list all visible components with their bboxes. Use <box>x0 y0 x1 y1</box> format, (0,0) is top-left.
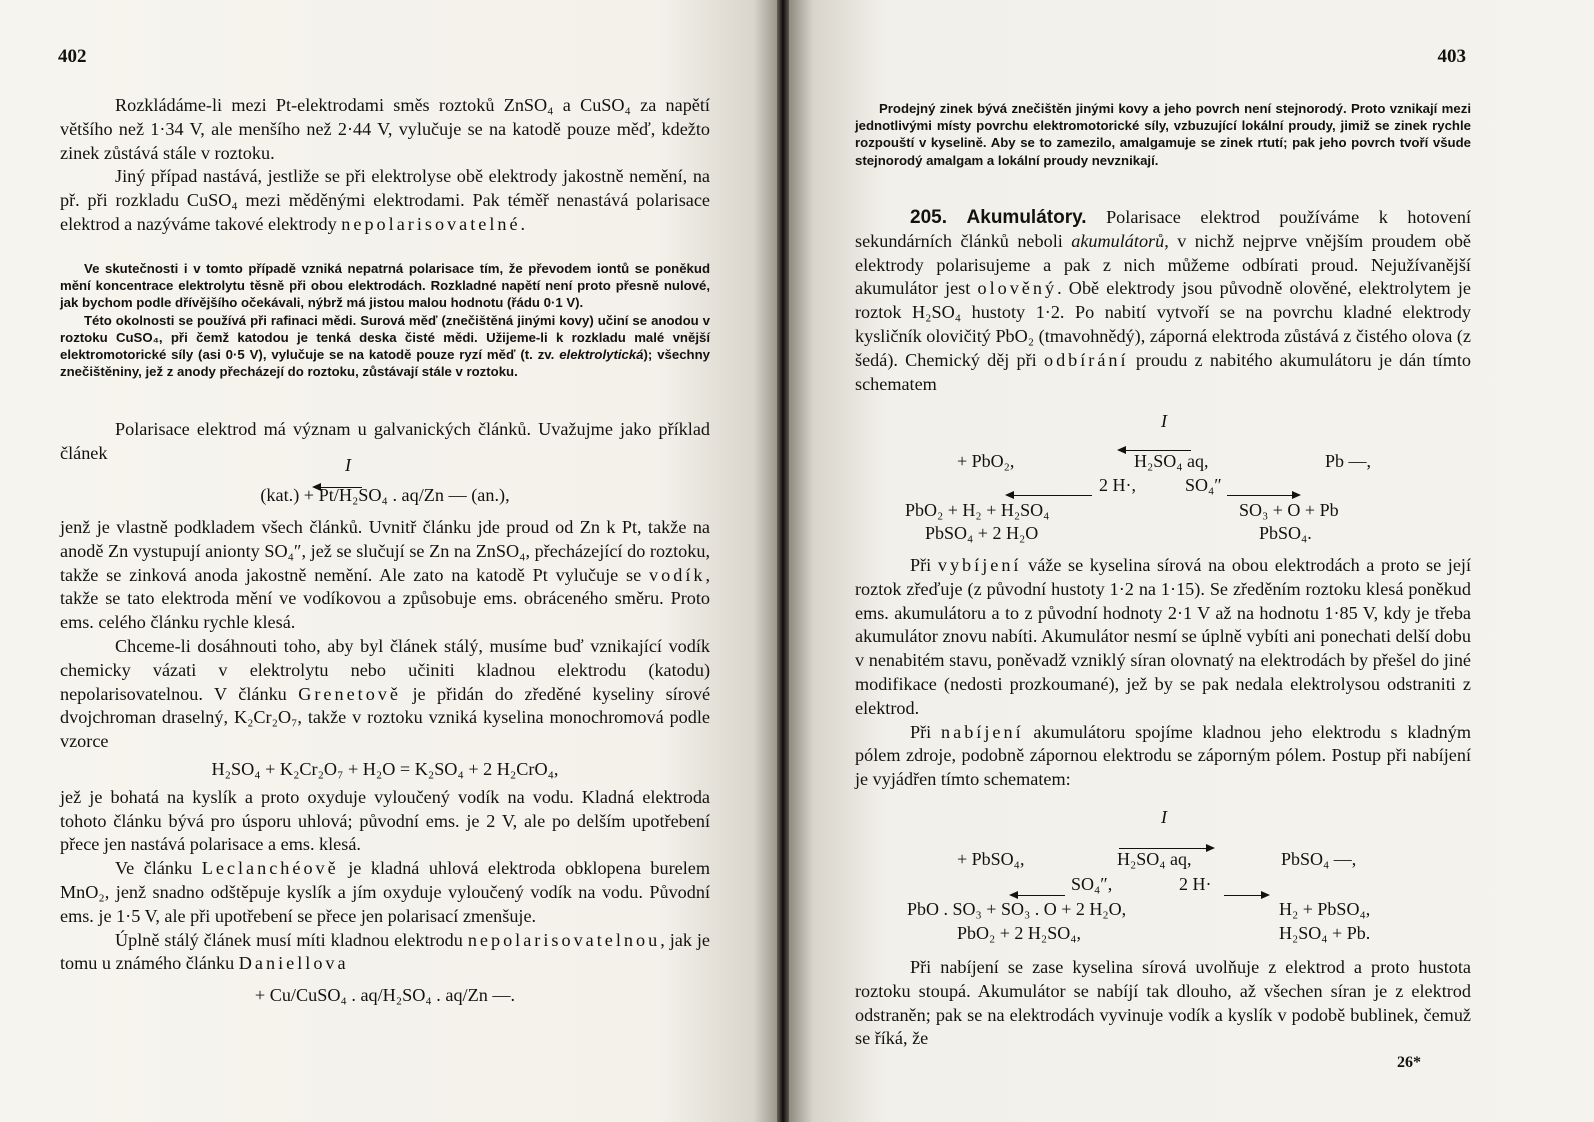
scheme-cell: H₂SO₄ aq, <box>1117 849 1192 869</box>
scheme-cell: PbSO₄ —, <box>1281 849 1357 869</box>
scheme-cell: + PbO₂, <box>957 451 1015 471</box>
scheme-cell: SO₃ + O + Pb <box>1239 500 1339 520</box>
paragraph: 205. Akumulátory. Polarisace elektrod používáme k hotovení sekundárních článků neboli akumulátorů, v nichž nejprve vnějším proudem obě elektrody polarisujeme a pak z nich můžeme odbírati proud. Nejužívanější akumulátor jest olověný. Obě elektrody jsou původně olověné, elektrolytem je roztok H₂SO₄ hustoty 1·2. Po nabití vytvoří se na povrchu kladné elektrody kysličník olovičitý PbO₂ (tmavohnědý), záporná elektroda zůstává z čistého olova (z šedá). Chemický děj při odbírání proudu z nabitého akumulátoru je dán tímto schematem <box>855 207 1472 394</box>
equation-chromate: H₂SO₄ + K₂Cr₂O₇ + H₂O = K₂SO₄ + 2 H₂CrO₄, <box>211 758 559 779</box>
paragraph: Jiný případ nastává, jestliže se při elektrolyse obě elektrody jakostně nemění, na př. při rozkladu CuSO₄ mezi měděnými elektrodami. Pak téměř nenastává polarisace elektrod a nazýváme takové elektrody nepolarisovatelné. <box>60 166 710 234</box>
scheme-cell: PbO . SO₃ + SO₃ . O + 2 H₂O, <box>907 899 1127 919</box>
scheme-arrow-right <box>1224 883 1268 905</box>
scheme-cell: Pb —, <box>1325 451 1372 471</box>
paragraph: Rozkládáme-li mezi Pt-elektrodami směs roztoků ZnSO₄ a CuSO₄ za napětí většího než 1·34 V, ale menšího než 2·44 V, vylučuje se na katodě pouze měď, kdežto zinek zůstává stále v roztoku. <box>60 95 710 163</box>
paragraph: jenž je vlastně podkladem všech článků. Uvnitř článku jde proud od Zn k Pt, takže na anodě Zn vystupují anionty SO₄″, jež se slučují se Zn na ZnSO₄, přecházející do roztoku, takže se zinková anoda jakostně nemění. Ale zato na katodě Pt vylučuje se vodík, takže se tato elektroda mění ve vodíkovou a způsobuje ems. obráceného směru. Proto ems. celého článku rychle klesá. <box>60 517 711 633</box>
scheme-cell: H₂ + PbSO₄, <box>1279 899 1371 919</box>
page-number-right: 403 <box>1437 46 1466 67</box>
scheme-current-label: I <box>1161 411 1167 431</box>
scheme-cell: PbO₂ + H₂ + H₂SO₄ <box>905 500 1050 520</box>
paragraph: Úplně stálý článek musí míti kladnou elektrodu nepolarisovatelnou, jak je tomu u známého článku Daniellova <box>60 929 710 974</box>
section-heading: 205. Akumulátory. <box>910 207 1087 228</box>
scheme-cell: H₂SO₄ aq, <box>1134 451 1209 471</box>
scheme-cell: 2 H· <box>1179 874 1212 894</box>
right-text-bottom <box>855 956 1471 1051</box>
scheme-cell: + PbSO₄, <box>957 849 1025 869</box>
left-text-top <box>60 94 710 237</box>
page-left <box>0 0 777 1122</box>
scheme-cell: PbO₂ + 2 H₂SO₄, <box>957 923 1081 943</box>
scheme-cell: PbSO₄ + 2 H₂O <box>925 523 1039 543</box>
paragraph: jež je bohatá na kyslík a proto oxyduje vyloučený vodík na vodu. Kladná elektroda tohoto článku bývá pro úsporu uhlová; původní ems. je 2 V, ale po delším upotřebení přece jen nastává polarisace a ems. klesá. <box>60 786 710 855</box>
equation-cell: (kat.) + Pt/H₂SO₄ . aq/Zn — (an.), <box>260 485 510 505</box>
signature-mark: 26* <box>1397 1054 1421 1071</box>
paragraph: Chceme-li dosáhnouti toho, aby byl článek stálý, musíme buď vznikající vodík chemicky vázati v elektrolytu nebo učiniti kladnou elektrodu (katodu) nepolarisovatelnou. V článku Grenetově je přidán do zředěné kyseliny sírové dvojchroman draselný, K₂Cr₂O₇, takže v roztoku vzniká kyselina monochromová podle vzorce <box>60 635 711 752</box>
paragraph: Ve článku Leclanchéově je kladná uhlová elektroda obklopena burelem MnO₂, jenž snadno odštěpuje kyslík a jím oxyduje vyloučený vodík na vodu. Původní ems. je 1·5 V, ale při upotřebení se přece jen polarisací zmenšuje. <box>60 858 711 926</box>
scheme-cell: SO₄″ <box>1185 475 1222 495</box>
page-right <box>789 0 1594 1122</box>
scheme-cell: PbSO₄. <box>1259 523 1312 543</box>
book-gutter <box>777 0 789 1122</box>
left-text-middle <box>60 418 710 466</box>
scheme-charge <box>789 0 1594 1122</box>
scheme-current-label: I <box>1161 807 1167 827</box>
left-small-print <box>60 260 710 380</box>
paragraph-small: Této okolnosti se používá při rafinaci mědi. Surová měď (znečištěná jinými kovy) učiní se anodou v roztoku CuSO₄, při čemž katodou je tenká deska čisté mědi. Užijeme-li k rozkladu malé vnější elektromotorické síly (asi 0·5 V), vylučuje se na katodě pouze ryzí měď (t. zv. elektrolytická); všechny znečištěniny, jež z anody přecházejí do roztoku, zůstávají stále v roztoku. <box>60 312 710 380</box>
paragraph-small: Ve skutečnosti i v tomto případě vzniká nepatrná polarisace tím, že převodem iontů se poněkud mění koncentrace elektrolytu těsně při obou elektrodách. Rozkladné napětí není proto přesně nulové, jak bychom podle dřívějšího očekávali, nýbrž má jistou malou hodnotu (řádu 0·1 V). <box>60 261 710 311</box>
paragraph: Při nabíjení akumulátoru spojíme kladnou jeho elektrodu s kladným pólem zdroje, podobně zápornou elektrodu se záporným pólem. Postup při nabíjení je vyjádřen tímto schematem: <box>855 721 1471 790</box>
equation-current-label: I <box>345 455 351 475</box>
paragraph: Při vybíjení váže se kyselina sírová na obou elektrodách a proto se její roztok zřeďuje (z původní hustoty 1·2 na 1·15). Se zředěním roztoku klesá poněkud ems. akumulátoru a to z původní hodnoty 2·1 V až na hodnotu 1·85 V, kdy je třeba akumulátor znovu nabíti. Akumulátor nesmí se úplně vybíti ani ponechati delší dobu v nenabitém stavu, poněvadž vzniklý síran olovnatý na elektrodách by přešel do jiné modifikace (nedosti prozkoumané), jež by se pak nedala elektrolysou odstraniti z elektrod. <box>855 555 1472 718</box>
left-text-main <box>60 516 710 1012</box>
paragraph-small: Prodejný zinek bývá znečištěn jinými kovy a jeho povrch není stejnorodý. Proto vznikají mezi jednotlivými místy povrchu elektromotorické síly, vzbuzující lokální proudy, jimiž se zinek rychle rozpouští v kyselině. Aby se to zamezilo, amalgamuje se zinek rtutí; pak jeho povrch tvoří všude stejnorodý amalgam a lokální proudy nevznikají. <box>855 101 1471 168</box>
page-number-left: 402 <box>58 46 87 67</box>
scheme-cell: SO₄″, <box>1071 874 1113 894</box>
scheme-cell: 2 H·, <box>1099 475 1136 495</box>
paragraph: Při nabíjení se zase kyselina sírová uvolňuje z elektrod a proto hustota roztoku stoupá. Akumulátor se nabíjí tak dlouho, až všechen síran je z elektrod odstraněn; pak se na elektrodách vyvinuje vodík a kyslík v podobě bublinek, čemuž se říká, že <box>855 957 1471 1049</box>
paragraph: Polarisace elektrod má význam u galvanických článků. Uvažujme jako příklad článek <box>60 419 710 463</box>
equation-daniell: + Cu/CuSO₄ . aq/H₂SO₄ . aq/Zn —. <box>254 985 516 1006</box>
scheme-cell: H₂SO₄ + Pb. <box>1279 923 1371 943</box>
